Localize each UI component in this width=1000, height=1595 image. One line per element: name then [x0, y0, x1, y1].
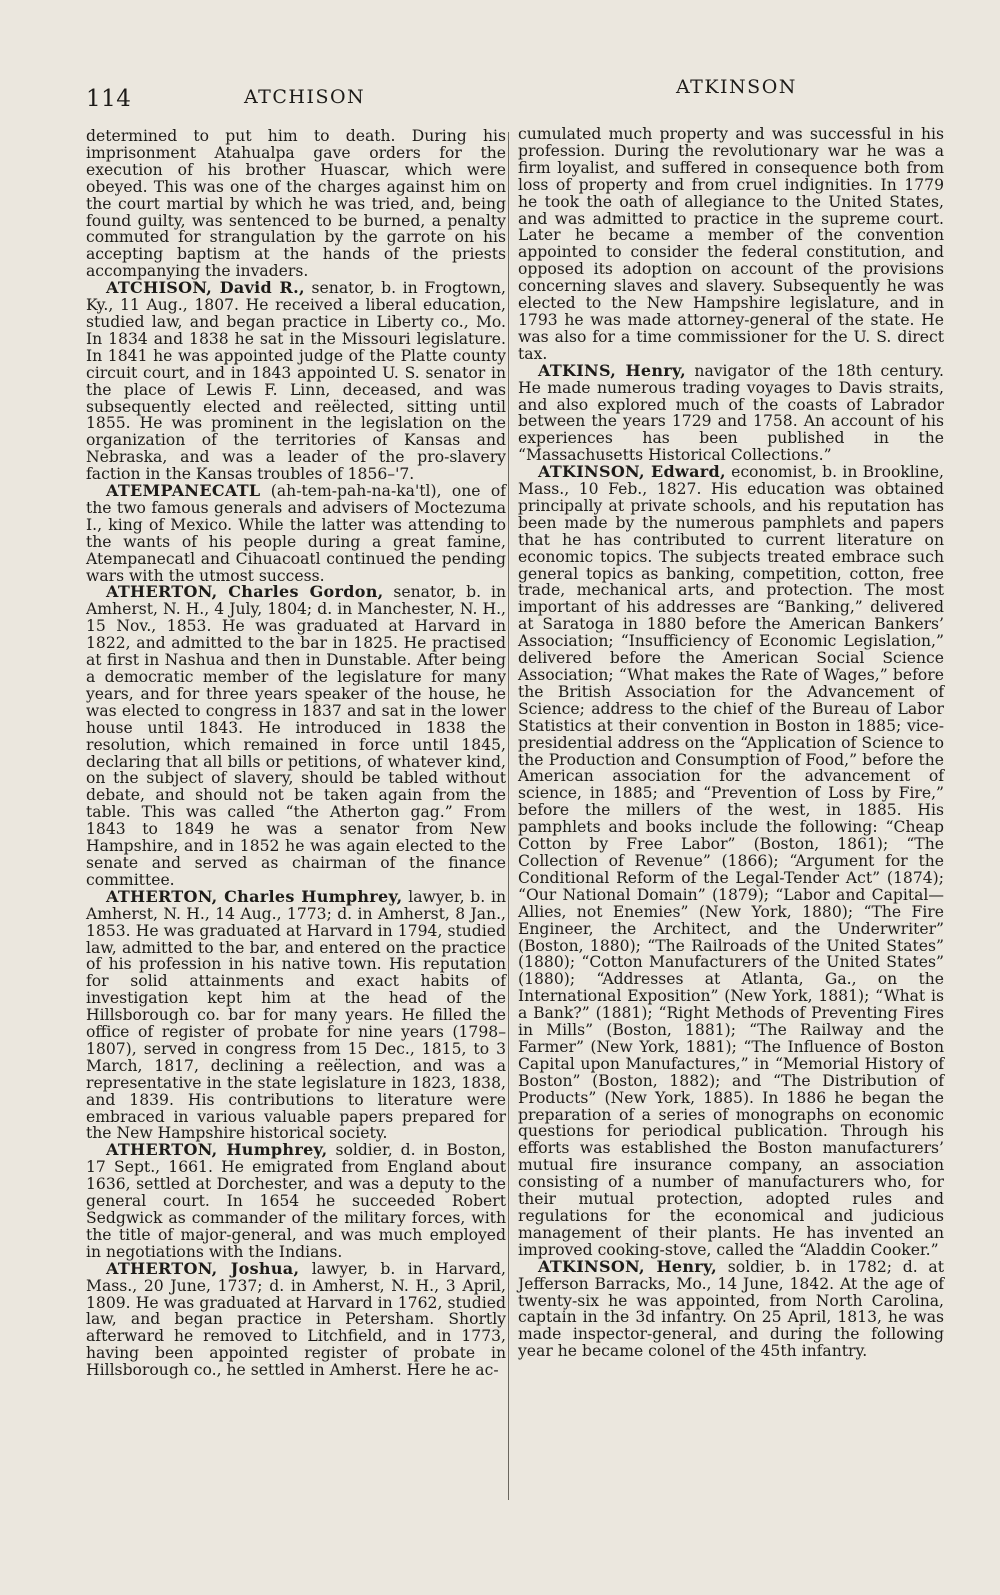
entry-headword: ATKINSON, Henry, — [538, 1256, 717, 1276]
entry-headword: ATHERTON, Joshua, — [106, 1258, 300, 1278]
entry-headword: ATHERTON, Humphrey, — [106, 1140, 328, 1160]
entry-body: soldier, d. in Boston, 17 Sept., 1661. He emigrated from England about 1636, settled at Dorchester, and was a deputy to the general court. In 1654 he succeeded Robert Sedgwick as commander of the military forces, with the title of major-general, and was much employed in negotiations with the Indians. — [86, 1141, 506, 1261]
column-divider — [508, 132, 509, 1500]
left-column — [86, 128, 506, 1379]
entry-body: (ah-tem-pah-na-ka'tl), one of the two famous generals and advisers of Moctezuma I., king of Mexico. While the latter was attending to the wants of his people during a great famine, Atempanecatl and Cihuacoatl continued the pending wars with the utmost success. — [86, 482, 506, 585]
left-running-head: ATCHISON — [244, 86, 366, 108]
entry-headword: ATCHISON, David R., — [106, 278, 305, 298]
page-number: 114 — [86, 86, 132, 112]
entry-headword: ATHERTON, Charles Gordon, — [106, 582, 384, 602]
entry-headword: ATKINS, Henry, — [538, 360, 686, 380]
entry-headword: ATEMPANECATL — [106, 481, 261, 501]
entry-continuation: determined to put him to death. During his imprisonment Atahualpa gave orders for the execution of his brother Huascar, which were obeyed. This was one of the charges against him on the court martial by which he was tried, and, being found guilty, was sentenced to be burned, a penalty commuted for strangulation by the garrote on his accepting baptism at the hands of the priests accompanying the invaders. — [86, 127, 506, 281]
entry-atchison-david — [86, 280, 506, 483]
entry-atherton-charles-humphrey — [86, 886, 507, 1143]
right-column — [518, 126, 944, 1360]
entry-atempanecatl — [86, 483, 506, 584]
entry-atherton-charles-gordon — [86, 584, 506, 888]
entry-atherton-joshua — [86, 1258, 506, 1380]
entry-atkins-henry — [518, 360, 944, 465]
entry-atkinson-henry — [518, 1256, 944, 1361]
entry-atkinson-edward — [518, 464, 944, 1259]
entry-atherton-humphrey — [86, 1142, 506, 1260]
entry-body: senator, b. in Frogtown, Ky., 11 Aug., 1807. He received a liberal education, studied law, and began practice in Liberty co., Mo. In 1834 and 1838 he sat in the Missouri legislature. In 1841 he was appointed judge of the Platte county circuit court, and in 1843 appointed U. S. senator in the place of Lewis F. Linn, deceased, and was subsequently elected and reëlected, sitting until 1855. He was prominent in the legislation on the organization of the territories of Kansas and Nebraska, and was a leader of the pro-slavery faction in the Kansas troubles of 1856–'7. — [86, 279, 507, 484]
entry-continuation: cumulated much property and was successful in his profession. During the revolutionary war he was a firm loyalist, and suffered in consequence both from loss of property and from cruel indignities. In 1779 he took the oath of allegiance to the United States, and was admitted to practice in the supreme court. Later he became a member of the convention appointed to consider the federal constitution, and opposed its adoption on account of the provisions concerning slaves and slavery. Subsequently he was elected to the New Hampshire legislature, and in 1793 he was made attorney-general of the state. He was also for a time commissioner for the U. S. direct tax. — [518, 125, 944, 363]
entry-body: lawyer, b. in Amherst, N. H., 14 Aug., 1773; d. in Amherst, 8 Jan., 1853. He was graduated at Harvard in 1794, studied law, admitted to the bar, and entered on the practice of his profession in his native town. His reputation for solid attainments and exact habits of investigation kept him at the head of the Hillsborough co. bar for many years. He filled the office of register of probate for nine years (1798–1807), served in congress from 15 Dec., 1815, to 3 March, 1817, declining a reëlection, and was a representative in the state legislature in 1823, 1838, and 1839. His contributions to literature were embraced in various valuable papers prepared for the New Hampshire historical society. — [86, 887, 507, 1143]
entry-body: lawyer, b. in Harvard, Mass., 20 June, 1737; d. in Amherst, N. H., 3 April, 1809. He was graduated at Harvard in 1762, studied law, and began practice in Petersham. Shortly afterward he removed to Litchfield, and in 1773, having been appointed register of probate in Hillsborough co., he settled in Amherst. Here he ac- — [86, 1259, 506, 1380]
entry-body: soldier, b. in 1782; d. at Jefferson Barracks, Mo., 14 June, 1842. At the age of twenty-six he was appointed, from North Carolina, captain in the 3d infantry. On 25 April, 1813, he was made inspector-general, and during the following year he became colonel of the 45th infantry. — [518, 1257, 944, 1361]
entry-headword: ATKINSON, Edward, — [538, 462, 726, 482]
entry-body: economist, b. in Brookline, Mass., 10 Feb., 1827. His education was obtained principally at private schools, and his reputation has been made by the numerous pamphlets and papers that he has contributed to current literature on economic topics. The subjects treated embrace such general topics as banking, competition, cotton, free trade, mechanical arts, and protection. The most important of his addresses are “Banking,” delivered at Saratoga in 1880 before the American Bankers’ Association; “Insufficiency of Economic Legislation,” delivered before the American Social Science Association; “What makes the Rate of Wages,” before the British Association for the Advancement of Science; address to the chief of the Bureau of Labor Statistics at their convention in Boston in 1885; vice-presidential address on the “Application of Science to the Production and Consumption of Food,” before the American association for the advancement of science, in 1885; and “Prevention of Loss by Fire,” before the millers of the west, in 1885. His pamphlets and books include the following: “Cheap Cotton by Free Labor” (Boston, 1861); “The Collection of Revenue” (1866); “Argument for the Conditional Reform of the Legal-Tender Act” (1874); “Our National Domain” (1879); “Labor and Capital—Allies, not Enemies” (New York, 1880); “The Fire Engineer, the Architect, and the Underwriter” (Boston, 1880); “The Railroads of the United States” (1880); “Cotton Manufacturers of the United States” (1880); “Addresses at Atlanta, Ga., on the International Exposition” (New York, 1881); “What is a Bank?” (1881); “Right Methods of Preventing Fires in Mills” (Boston, 1881); “The Railway and the Farmer” (New York, 1881); “The Influence of Boston Capital upon Manufactures,” in “Memorial History of Boston” (Boston, 1882); and “The Distribution of Products” (New York, 1885). In 1886 he began the preparation of a series of monographs on economic questions for periodical publication. Through his efforts was established the Boston manufacturers’ mutual fire insurance company, an association consisting of a number of manufacturers who, for their mutual protection, adopted rules and regulations for the economical and judicious management of their plants. He has invented an improved cooking-stove, called the “Aladdin Cooker.” — [518, 463, 944, 1259]
entry-headword: ATHERTON, Charles Humphrey, — [106, 886, 403, 906]
right-running-head: ATKINSON — [676, 76, 797, 98]
entry-body: navigator of the 18th century. He made numerous trading voyages to Davis straits, and also explored much of the coasts of Labrador between the years 1729 and 1758. An account of his experiences has been published in the “Massachusetts Historical Collections.” — [518, 361, 944, 465]
entry-body: senator, b. in Amherst, N. H., 4 July, 1804; d. in Manchester, N. H., 15 Nov., 1853. He was graduated at Harvard in 1822, and admitted to the bar in 1825. He practised at first in Nashua and then in Dunstable. After being a democratic member of the legislature for many years, and for three years speaker of the house, he was elected to congress in 1837 and sat in the lower house until 1843. He introduced in 1838 the resolution, which remained in force until 1845, declaring that all bills or petitions, of whatever kind, on the subject of slavery, should be tabled without debate, and should not be taken again from the table. This was called “the Atherton gag.” From 1843 to 1849 he was a senator from New Hampshire, and in 1852 he was again elected to the senate and served as chairman of the finance committee. — [86, 583, 507, 889]
